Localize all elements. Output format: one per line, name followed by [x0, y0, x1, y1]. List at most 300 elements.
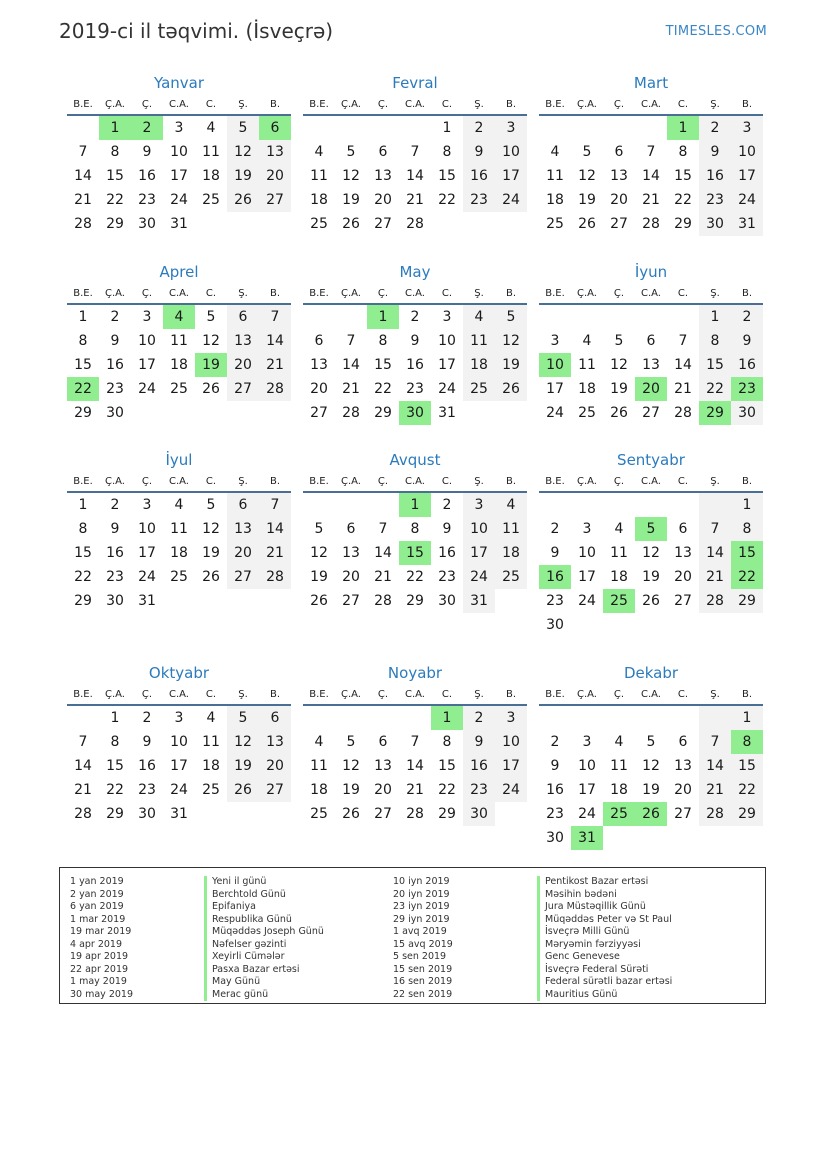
day-grid [539, 706, 763, 850]
day-cell: 25 [170, 381, 188, 397]
day-cell: 28 [674, 405, 692, 421]
day-cell: 8 [378, 333, 388, 349]
weekday-label: Ç.A. [340, 688, 361, 700]
weekday-header [303, 471, 527, 493]
day-cell: 20 [227, 541, 259, 565]
legend-date: 6 yan 2019 [70, 901, 124, 912]
legend-date: 2 yan 2019 [70, 888, 124, 900]
weekday-label: B.E. [545, 287, 565, 299]
legend-date: 5 sen 2019 [393, 951, 447, 962]
day-cell: 1 [78, 497, 88, 513]
day-cell: 20 [610, 192, 628, 208]
day-cell: 12 [227, 140, 259, 164]
day-cell: 10 [170, 144, 188, 160]
day-cell: 7 [699, 517, 731, 541]
day-cell: 14 [699, 754, 731, 778]
day-cell: 30 [106, 405, 124, 421]
weekday-label: B. [269, 688, 281, 700]
day-cell: 14 [674, 357, 692, 373]
empty-day-cell [667, 493, 699, 517]
legend-date: 15 sen 2019 [393, 963, 453, 975]
day-cell: 18 [610, 782, 628, 798]
day-cell: 5 [614, 333, 624, 349]
day-cell: 17 [578, 782, 596, 798]
day-cell: 5 [646, 734, 656, 750]
day-cell: 12 [342, 168, 360, 184]
day-cell: 26 [202, 381, 220, 397]
day-cell: 11 [463, 329, 495, 353]
weekday-label: Ç.A. [104, 688, 125, 700]
day-cell: 29 [74, 405, 92, 421]
day-cell: 22 [699, 377, 731, 401]
empty-day-cell [635, 826, 667, 850]
day-cell: 31 [571, 826, 603, 850]
legend-date: 1 may 2019 [70, 976, 127, 987]
day-cell: 28 [642, 216, 660, 232]
day-cell: 7 [678, 333, 688, 349]
day-cell: 13 [374, 168, 392, 184]
day-cell: 30 [106, 593, 124, 609]
day-cell: 5 [635, 517, 667, 541]
day-cell: 19 [227, 164, 259, 188]
weekday-label: C.A. [404, 98, 425, 110]
day-cell: 25 [578, 405, 596, 421]
weekday-label: B. [505, 475, 517, 487]
day-cell: 10 [495, 730, 527, 754]
legend-dates-col-2 [393, 876, 453, 1001]
legend-date: 4 apr 2019 [70, 938, 123, 950]
weekday-label: B. [741, 475, 753, 487]
brand-link[interactable]: TIMESLES.COM [665, 24, 767, 39]
day-grid [303, 493, 527, 613]
day-grid [539, 493, 763, 637]
weekday-label: Ç. [377, 475, 389, 487]
day-cell: 30 [438, 593, 456, 609]
legend-holiday-name: Federal sürətli bazar ertəsi [537, 976, 672, 989]
weekday-header [539, 684, 763, 706]
day-cell: 25 [310, 216, 328, 232]
day-cell: 24 [170, 782, 188, 798]
empty-day-cell [399, 116, 431, 140]
legend-holiday-name: Respublika Günü [204, 914, 324, 927]
weekday-label: Ş. [710, 98, 720, 110]
weekday-label: C. [441, 287, 453, 299]
day-cell: 10 [495, 140, 527, 164]
day-cell: 9 [142, 734, 152, 750]
legend-holiday-name: Xeyirli Cümələr [204, 951, 324, 964]
day-cell: 18 [202, 168, 220, 184]
day-cell: 31 [731, 212, 763, 236]
day-cell: 2 [699, 116, 731, 140]
day-cell: 14 [74, 758, 92, 774]
day-cell: 20 [674, 782, 692, 798]
day-cell: 24 [578, 593, 596, 609]
day-cell: 2 [410, 309, 420, 325]
empty-day-cell [195, 212, 227, 236]
day-cell: 26 [578, 216, 596, 232]
legend-holiday-name: Pasxa Bazar ertəsi [204, 964, 324, 977]
day-cell: 26 [310, 593, 328, 609]
day-cell: 31 [170, 216, 188, 232]
day-cell: 8 [442, 144, 452, 160]
day-grid [303, 305, 527, 425]
empty-day-cell [603, 613, 635, 637]
day-cell: 25 [546, 216, 564, 232]
day-cell: 5 [314, 521, 324, 537]
day-cell: 29 [674, 216, 692, 232]
day-cell: 14 [74, 168, 92, 184]
empty-day-cell [227, 212, 259, 236]
day-cell: 11 [310, 758, 328, 774]
weekday-label: Ç.A. [576, 475, 597, 487]
day-cell: 23 [438, 569, 456, 585]
day-cell: 15 [438, 168, 456, 184]
day-cell: 24 [138, 381, 156, 397]
empty-day-cell [335, 706, 367, 730]
day-cell: 28 [74, 216, 92, 232]
day-cell: 26 [342, 216, 360, 232]
day-cell: 24 [578, 806, 596, 822]
day-cell: 8 [410, 521, 420, 537]
weekday-header [67, 471, 291, 493]
day-cell: 20 [374, 782, 392, 798]
weekday-header [303, 684, 527, 706]
day-cell: 4 [163, 305, 195, 329]
day-cell: 26 [610, 405, 628, 421]
day-cell: 6 [378, 144, 388, 160]
empty-day-cell [571, 613, 603, 637]
weekday-label: C. [205, 98, 217, 110]
day-cell: 24 [170, 192, 188, 208]
month-name: Fevral [392, 74, 438, 92]
day-cell: 9 [699, 140, 731, 164]
day-cell: 20 [310, 381, 328, 397]
day-cell: 8 [731, 517, 763, 541]
empty-day-cell [195, 589, 227, 613]
page-title: 2019-ci il təqvimi. (İsveçrə) [59, 19, 334, 43]
day-grid [539, 305, 763, 425]
day-cell: 13 [642, 357, 660, 373]
weekday-label: Ç. [141, 688, 153, 700]
legend-date: 1 yan 2019 [70, 876, 124, 887]
month-name: Yanvar [153, 74, 205, 92]
empty-day-cell [463, 212, 495, 236]
legend-holiday-name: Müqəddəs Joseph Günü [204, 926, 324, 939]
empty-day-cell [731, 613, 763, 637]
weekday-label: C.A. [168, 688, 189, 700]
day-cell: 31 [138, 593, 156, 609]
day-cell: 31 [170, 806, 188, 822]
legend-date: 30 may 2019 [70, 988, 134, 1000]
day-cell: 19 [642, 569, 660, 585]
day-cell: 29 [106, 216, 124, 232]
day-cell: 16 [699, 164, 731, 188]
day-cell: 6 [678, 734, 688, 750]
day-cell: 16 [138, 758, 156, 774]
day-cell: 3 [142, 497, 152, 513]
day-cell: 28 [374, 593, 392, 609]
weekday-header [539, 94, 763, 116]
day-grid [67, 116, 291, 236]
day-cell: 22 [438, 782, 456, 798]
day-cell: 30 [463, 802, 495, 826]
day-cell: 25 [170, 569, 188, 585]
day-cell: 24 [438, 381, 456, 397]
day-cell: 17 [170, 758, 188, 774]
day-cell: 9 [110, 521, 120, 537]
day-cell: 19 [578, 192, 596, 208]
day-cell: 29 [74, 593, 92, 609]
empty-day-cell [367, 493, 399, 517]
day-cell: 4 [174, 497, 184, 513]
day-cell: 10 [578, 758, 596, 774]
empty-day-cell [603, 826, 635, 850]
day-cell: 28 [699, 802, 731, 826]
day-cell: 16 [106, 357, 124, 373]
weekday-label: B.E. [309, 287, 329, 299]
day-cell: 4 [550, 144, 560, 160]
day-cell: 24 [495, 188, 527, 212]
day-cell: 7 [78, 144, 88, 160]
day-cell: 23 [406, 381, 424, 397]
day-cell: 9 [110, 333, 120, 349]
day-cell: 24 [495, 778, 527, 802]
day-cell: 18 [495, 541, 527, 565]
day-cell: 26 [495, 377, 527, 401]
legend-date: 19 apr 2019 [70, 951, 129, 962]
empty-day-cell [699, 493, 731, 517]
empty-day-cell [259, 589, 291, 613]
month-10 [67, 663, 291, 826]
day-grid [67, 493, 291, 613]
empty-day-cell [335, 116, 367, 140]
day-cell: 8 [699, 329, 731, 353]
day-cell: 18 [202, 758, 220, 774]
day-cell: 16 [546, 782, 564, 798]
weekday-label: B.E. [73, 475, 93, 487]
weekday-label: Ç. [141, 475, 153, 487]
empty-day-cell [495, 589, 527, 613]
day-cell: 22 [74, 569, 92, 585]
legend-holiday-name: İsveçrə Milli Günü [537, 926, 672, 939]
legend-holiday-name: Məryəmin fərziyyəsi [537, 939, 672, 952]
day-cell: 23 [699, 188, 731, 212]
day-cell: 11 [202, 734, 220, 750]
weekday-label: C. [677, 287, 689, 299]
weekday-label: Ş. [710, 475, 720, 487]
empty-day-cell [495, 401, 527, 425]
day-cell: 15 [438, 758, 456, 774]
empty-day-cell [227, 802, 259, 826]
weekday-header [303, 283, 527, 305]
day-cell: 15 [399, 541, 431, 565]
day-cell: 25 [463, 377, 495, 401]
empty-day-cell [539, 493, 571, 517]
day-cell: 20 [259, 164, 291, 188]
day-cell: 12 [642, 758, 660, 774]
empty-day-cell [463, 401, 495, 425]
day-cell: 7 [699, 730, 731, 754]
day-cell: 21 [259, 541, 291, 565]
day-cell: 24 [731, 188, 763, 212]
day-cell: 27 [374, 806, 392, 822]
day-cell: 8 [678, 144, 688, 160]
day-cell: 18 [310, 782, 328, 798]
month-name: İyul [165, 451, 193, 469]
day-cell: 19 [310, 569, 328, 585]
day-cell: 14 [259, 517, 291, 541]
day-cell: 27 [259, 778, 291, 802]
empty-day-cell [635, 116, 667, 140]
day-cell: 3 [582, 521, 592, 537]
day-cell: 5 [495, 305, 527, 329]
day-cell: 13 [610, 168, 628, 184]
weekday-label: Ç.A. [104, 475, 125, 487]
day-cell: 3 [731, 116, 763, 140]
day-grid [539, 116, 763, 236]
empty-day-cell [635, 305, 667, 329]
empty-day-cell [67, 706, 99, 730]
empty-day-cell [571, 493, 603, 517]
day-cell: 14 [374, 545, 392, 561]
day-cell: 13 [674, 758, 692, 774]
day-cell: 6 [259, 706, 291, 730]
day-cell: 4 [614, 734, 624, 750]
weekday-label: B.E. [545, 475, 565, 487]
empty-day-cell [163, 401, 195, 425]
day-cell: 23 [546, 593, 564, 609]
weekday-label: C. [441, 98, 453, 110]
day-cell: 6 [314, 333, 324, 349]
day-cell: 11 [610, 758, 628, 774]
day-cell: 7 [410, 144, 420, 160]
day-cell: 15 [106, 168, 124, 184]
day-cell: 27 [259, 188, 291, 212]
legend-holiday-name: Genc Genevese [537, 951, 672, 964]
day-cell: 23 [106, 381, 124, 397]
day-cell: 15 [374, 357, 392, 373]
month-3 [539, 73, 763, 236]
legend-holiday-name: Nəfelser gəzinti [204, 939, 324, 952]
day-cell: 11 [170, 521, 188, 537]
day-cell: 28 [406, 216, 424, 232]
day-cell: 23 [463, 188, 495, 212]
weekday-label: C. [205, 287, 217, 299]
day-cell: 20 [259, 754, 291, 778]
day-cell: 30 [138, 806, 156, 822]
day-cell: 4 [314, 144, 324, 160]
day-cell: 16 [463, 754, 495, 778]
weekday-label: Ç. [613, 475, 625, 487]
weekday-label: Ç. [613, 98, 625, 110]
weekday-label: C.A. [404, 287, 425, 299]
legend-dates-col-1 [70, 876, 133, 1001]
day-cell: 1 [431, 706, 463, 730]
day-cell: 2 [442, 497, 452, 513]
day-cell: 6 [259, 116, 291, 140]
empty-day-cell [399, 706, 431, 730]
weekday-label: Ç.A. [104, 287, 125, 299]
day-cell: 21 [406, 192, 424, 208]
empty-day-cell [667, 613, 699, 637]
month-6 [539, 262, 763, 425]
legend-holiday-name: Epifaniya [204, 901, 324, 914]
day-cell: 17 [138, 357, 156, 373]
weekday-label: B.E. [309, 98, 329, 110]
legend-holiday-name: Məsihin bədəni [537, 889, 672, 902]
day-cell: 8 [110, 734, 120, 750]
day-cell: 27 [674, 593, 692, 609]
weekday-label: Ç.A. [340, 287, 361, 299]
day-cell: 28 [342, 405, 360, 421]
day-cell: 10 [170, 734, 188, 750]
day-cell: 10 [731, 140, 763, 164]
day-cell: 26 [227, 778, 259, 802]
day-cell: 23 [463, 778, 495, 802]
day-cell: 20 [227, 353, 259, 377]
weekday-label: B. [505, 688, 517, 700]
day-cell: 3 [442, 309, 452, 325]
day-cell: 28 [74, 806, 92, 822]
empty-day-cell [603, 706, 635, 730]
day-cell: 2 [110, 497, 120, 513]
day-cell: 2 [550, 734, 560, 750]
empty-day-cell [667, 706, 699, 730]
day-cell: 14 [406, 758, 424, 774]
day-cell: 29 [731, 802, 763, 826]
day-cell: 22 [674, 192, 692, 208]
legend-holiday-name: Merac günü [204, 989, 324, 1002]
day-cell: 18 [578, 381, 596, 397]
day-cell: 27 [227, 377, 259, 401]
day-cell: 16 [731, 353, 763, 377]
day-cell: 13 [674, 545, 692, 561]
day-cell: 17 [731, 164, 763, 188]
day-cell: 17 [546, 381, 564, 397]
weekday-label: C.A. [640, 287, 661, 299]
legend-date: 1 avq 2019 [393, 926, 447, 937]
day-cell: 10 [578, 545, 596, 561]
day-cell: 6 [227, 493, 259, 517]
day-cell: 25 [202, 782, 220, 798]
day-cell: 18 [170, 545, 188, 561]
weekday-label: Ş. [238, 98, 248, 110]
weekday-label: Ş. [474, 287, 484, 299]
day-cell: 4 [582, 333, 592, 349]
empty-day-cell [431, 212, 463, 236]
day-grid [67, 305, 291, 425]
day-cell: 21 [406, 782, 424, 798]
day-cell: 31 [463, 589, 495, 613]
day-cell: 12 [310, 545, 328, 561]
day-cell: 7 [410, 734, 420, 750]
legend-names-col-1 [204, 876, 324, 1001]
day-cell: 13 [259, 140, 291, 164]
day-cell: 10 [539, 353, 571, 377]
empty-day-cell [335, 305, 367, 329]
day-cell: 8 [110, 144, 120, 160]
weekday-label: C. [677, 475, 689, 487]
day-cell: 8 [78, 333, 88, 349]
empty-day-cell [495, 212, 527, 236]
day-cell: 17 [438, 357, 456, 373]
day-cell: 1 [667, 116, 699, 140]
weekday-label: Ş. [238, 688, 248, 700]
day-cell: 22 [67, 377, 99, 401]
holiday-legend [59, 867, 766, 1004]
month-2 [303, 73, 527, 236]
day-cell: 6 [646, 333, 656, 349]
